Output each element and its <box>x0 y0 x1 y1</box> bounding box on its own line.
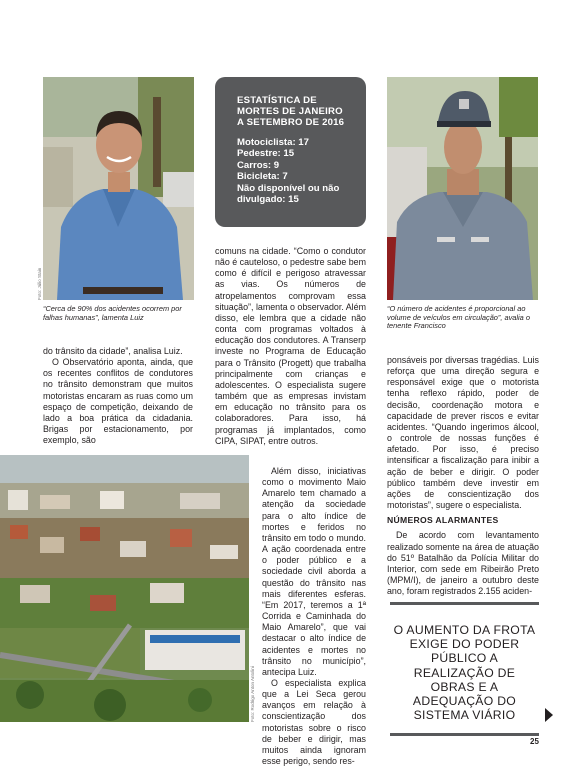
section-subheading: NÚMEROS ALARMANTES <box>387 515 499 526</box>
statistics-list <box>237 137 354 205</box>
article-column-3 <box>387 355 539 597</box>
statistics-title-line: ESTATÍSTICA DE <box>237 95 317 106</box>
next-page-arrow-icon[interactable] <box>545 708 553 722</box>
statistics-item: Não disponível ou não <box>237 182 340 194</box>
caption-luiz: “Cerca de 90% dos acidentes ocorrem por falhas humanas”, lamenta Luiz <box>43 304 182 322</box>
photo-credit-city: Foto: Rodrigo Anton Antolini <box>250 666 255 722</box>
statistics-title-line: MORTES DE JANEIRO <box>237 106 343 117</box>
pull-quote-rule <box>390 733 539 736</box>
statistics-item: divulgado: 15 <box>237 194 299 206</box>
article-column-1-top <box>43 346 193 446</box>
statistics-item: Pedestre: 15 <box>237 148 295 160</box>
article-paragraph: do trânsito da cidade”, analisa Luiz. <box>43 346 183 356</box>
photo-credit-luiz: Foto: Júlio Stain <box>37 267 42 300</box>
article-paragraph: O especialista explica que a Lei Seca gerou avanços em relação à conscientização dos motoristas sobre o risco de beber e dirigir, mas muitos ainda ignoram esse perigo, sendo res- <box>262 677 366 766</box>
caption-francisco: “O número de acidentes é proporcional ao volume de veículos em circulação”, avalia o tenente Francisco <box>387 304 530 331</box>
article-paragraph: ponsáveis por diversas tragédias. Luis reforça que uma direção segura e responsável exige que o motorista tenha reflexo rápido, poder de decisão, coordenação motora e capacidade de prever riscos e evitar acidentes. “Quando ingerimos álcool, o controle de nossas funções é afetado. Por isso, é preciso intensificar a fiscalização para inibir a ação de beber e dirigir. O poder público também deve investir em ações de conscientização dos motoristas”, sugere o especialista. <box>387 355 539 511</box>
article-paragraph: Além disso, iniciativas como o movimento Maio Amarelo tem chamado a atenção da sociedade para o alto índice de mortes e feridos no trânsito em todo o mundo. A ação coordenada entre o poder público e a sociedade civil aborda a questão do trânsito nas mais diferentes esferas. “Em 2017, teremos a 1ª Corrida e Caminhada do Maio Amarelo”, que vai destacar o alto índice de acidentes e mortes no trânsito no município”, antecipa Luiz. <box>262 466 366 677</box>
statistics-item: Motociclista: 17 <box>237 137 309 148</box>
pull-quote-text: O AUMENTO DA FROTA EXIGE DO PODER PÚBLICO A REALIZAÇÃO DE OBRAS E A ADEQUAÇÃO DO SISTEMA VIÁRIO <box>393 623 536 723</box>
statistics-item: Bicicleta: 7 <box>237 171 288 183</box>
statistics-item: Carros: 9 <box>237 159 280 171</box>
article-column-2-bottom <box>262 466 366 766</box>
article-paragraph: O Observatório aponta, ainda, que os recentes conflitos de condutores no trânsito demonstram que muitos motoristas encaram as ruas como um espaço de competição, deixando de lado a boa prática da cidadania. Brigas por estacionamento, por exemplo, são <box>43 357 193 446</box>
article-column-2-top <box>215 246 366 447</box>
page-number: 25 <box>530 737 539 746</box>
statistics-title-line: A SETEMBRO DE 2016 <box>237 117 345 128</box>
photo-city-aerial <box>0 455 249 722</box>
statistics-title <box>237 95 354 128</box>
article-paragraph: De acordo com levantamento realizado somente na área de atuação do 51º Batalhão da Polícia Militar do Interior, com sede em Ribeirão Preto (MPM/I), de janeiro a outubro deste ano, foram registrados 2.155 aciden- <box>387 530 539 597</box>
article-paragraph: comuns na cidade. “Como o condutor não é cauteloso, o pedestre sabe bem como é difícil e perigoso atravessar as vias. Os números de atropelamentos comprovam essa situação”, lamenta o observador. Além disso, ele lembra que a cidade não conta com programas voltados à educação dos condutores. A Transerp investe no Programa de Educação para o Trânsito (Progett) que trabalha principalmente com crianças e adolescentes. O especialista sugere também que as empresas invistam em educação no trânsito para os colaboradores. Para isso, há programas já implantados, como CIPA, SIPAT, entre outros. <box>215 246 366 446</box>
pull-quote <box>390 602 539 736</box>
statistics-box <box>215 77 366 227</box>
photo-luiz <box>43 77 194 300</box>
photo-francisco <box>387 77 538 300</box>
